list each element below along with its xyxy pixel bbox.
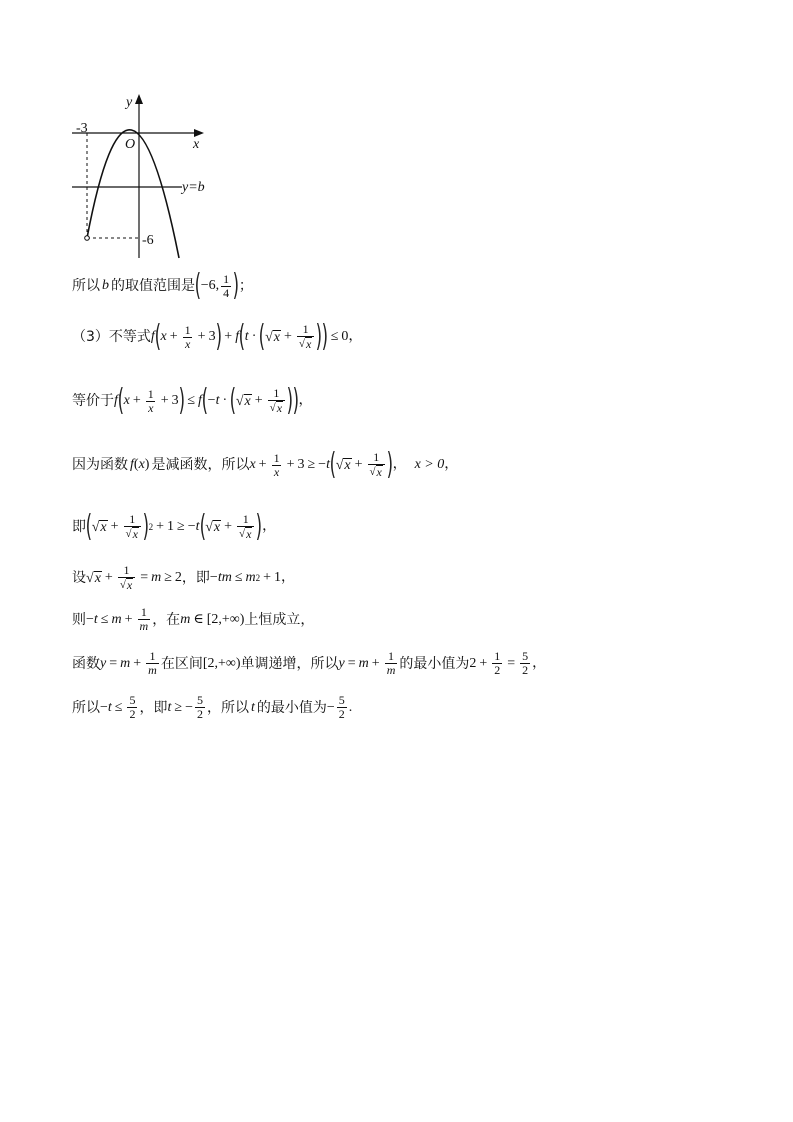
math-expr-2: − tm ≤ m 2 + 1， (209, 570, 296, 585)
math-interval: [2,+∞) (202, 655, 241, 671)
math-expr: √ x + 1 √ x = m ≥ 2 (86, 563, 182, 592)
line-squared (72, 509, 277, 544)
open-endpoint (85, 236, 90, 241)
line-decreasing: 因为函数 f ( x ) 是减函数，所以 x + $\frac{1}{x}$ + 3 ≥ − t ( √ x + 1 √ x ) ， x > 0 ， (72, 447, 459, 482)
text: （3）不等式 (72, 329, 151, 345)
math-expr-2: y = m + $\frac{1}{m}$ (338, 649, 396, 677)
line-bound (72, 606, 314, 633)
text: 则 (72, 611, 86, 628)
text: 在区间 (160, 655, 203, 672)
line-monotonic (72, 650, 546, 677)
origin-label: O (125, 137, 136, 152)
text: 的最小值为 (399, 655, 470, 672)
math-expr: f ( x + $\frac{1}{x}$ + 3 ) ≤ f ( − t · ( √ x + 1 √ x ) ) ， (114, 383, 313, 418)
math-expr: − t ≤ m + $\frac{1}{m}$ (86, 605, 149, 633)
neg6-label: -6 (142, 233, 154, 248)
parabola-graph (64, 90, 214, 260)
text: 上恒成立， (244, 611, 315, 628)
line-equivalent (72, 383, 313, 418)
y-axis-label: y (126, 95, 133, 110)
condition-x-positive: x > 0 (414, 457, 445, 472)
math-expr-3: 2 + $\frac{1}{2}$ = $\frac{5}{2}$ ， (469, 649, 547, 677)
x-axis-arrow (194, 129, 204, 137)
line-inequality (72, 319, 363, 354)
text: ，所以 (206, 699, 249, 716)
text: ，即 (181, 570, 210, 586)
line-range-of-b (72, 268, 253, 303)
text: 函数 (72, 655, 100, 672)
text: ，即 (139, 699, 168, 716)
math-interval: m ∈ [2,+∞) (180, 611, 245, 627)
text: 即 (72, 519, 86, 535)
text: 是减函数，所以 (151, 457, 250, 473)
text: 单调递增，所以 (240, 655, 339, 672)
y-equals-b-label: y=b (182, 180, 205, 195)
math-fx: f ( x ) (130, 457, 150, 472)
text: 所以 (72, 278, 100, 294)
text: 的最小值为 (256, 699, 327, 716)
text: 因为函数 (72, 457, 128, 473)
math-expr-3: − $\frac{5}{2}$ . (326, 693, 353, 721)
line-conclusion (72, 694, 352, 721)
x-axis-label: x (193, 137, 200, 152)
text: 等价于 (72, 393, 114, 409)
text: 所以 (72, 699, 100, 716)
interval-expr: ( −6, $\frac{1}{4}$ ) (194, 268, 240, 303)
text: 的取值范围是 (111, 278, 195, 294)
y-axis-arrow (135, 94, 143, 104)
math-expr: x + $\frac{1}{x}$ + 3 ≥ − t ( √ x + 1 √ x ) ， (249, 447, 407, 482)
neg3-label: -3 (76, 121, 88, 136)
var-t: t (250, 699, 255, 715)
math-expr: − t ≤ $\frac{5}{2}$ (100, 693, 136, 721)
text: 设 (72, 570, 86, 586)
math-expr: f ( x + $\frac{1}{x}$ + 3 ) + f ( t · ( √ x + 1 √ x ) ) ≤ 0， (150, 319, 363, 354)
text: ； (238, 278, 253, 294)
math-expr: y = m + $\frac{1}{m}$ (100, 649, 157, 677)
math-expr: ( √ x + 1 √ x ) 2 + 1 ≥ − t ( √ x + 1 √ x ) ， (85, 509, 277, 544)
math-expr-2: t ≥ − $\frac{5}{2}$ (167, 693, 203, 721)
text: ，在 (152, 611, 181, 628)
line-substitution (72, 564, 295, 592)
var-b: b (102, 278, 109, 293)
